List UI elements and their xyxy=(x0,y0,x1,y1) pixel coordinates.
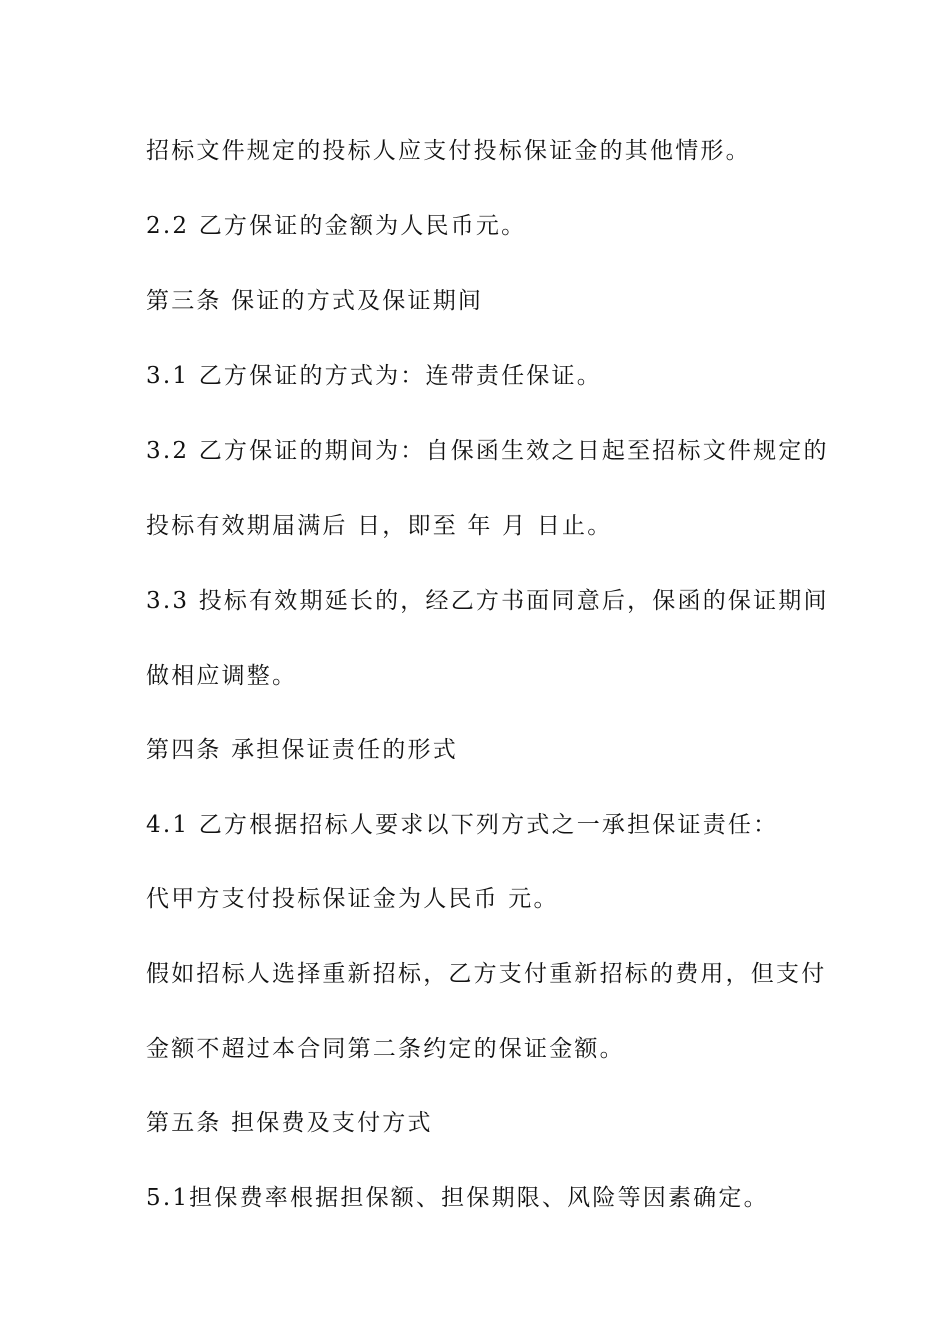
clause-4-1-option-1: 代甲方支付投标保证金为人民币 元。 xyxy=(146,886,559,912)
article-3-heading: 第三条 保证的方式及保证期间 xyxy=(146,288,484,314)
paragraph-line: 招标文件规定的投标人应支付投标保证金的其他情形。 xyxy=(146,138,751,164)
clause-2-2: 2.2 乙方保证的金额为人民币元。 xyxy=(146,213,527,239)
clause-3-2-continued: 投标有效期届满后 日，即至 年 月 日止。 xyxy=(146,513,613,539)
article-5-heading: 第五条 担保费及支付方式 xyxy=(146,1110,433,1136)
clause-4-1: 4.1 乙方根据招标人要求以下列方式之一承担保证责任： xyxy=(146,812,779,838)
clause-4-1-option-2: 假如招标人选择重新招标，乙方支付重新招标的费用，但支付 xyxy=(146,961,827,987)
article-4-heading: 第四条 承担保证责任的形式 xyxy=(146,737,458,763)
clause-5-1: 5.1担保费率根据担保额、担保期限、风险等因素确定。 xyxy=(146,1185,769,1211)
clause-4-1-option-2-continued: 金额不超过本合同第二条约定的保证金额。 xyxy=(146,1036,625,1062)
clause-3-1: 3.1 乙方保证的方式为：连带责任保证。 xyxy=(146,363,602,389)
clause-3-2: 3.2 乙方保证的期间为：自保函生效之日起至招标文件规定的 xyxy=(146,438,829,464)
clause-3-3-continued: 做相应调整。 xyxy=(146,663,298,689)
clause-3-3: 3.3 投标有效期延长的，经乙方书面同意后，保函的保证期间 xyxy=(146,588,829,614)
